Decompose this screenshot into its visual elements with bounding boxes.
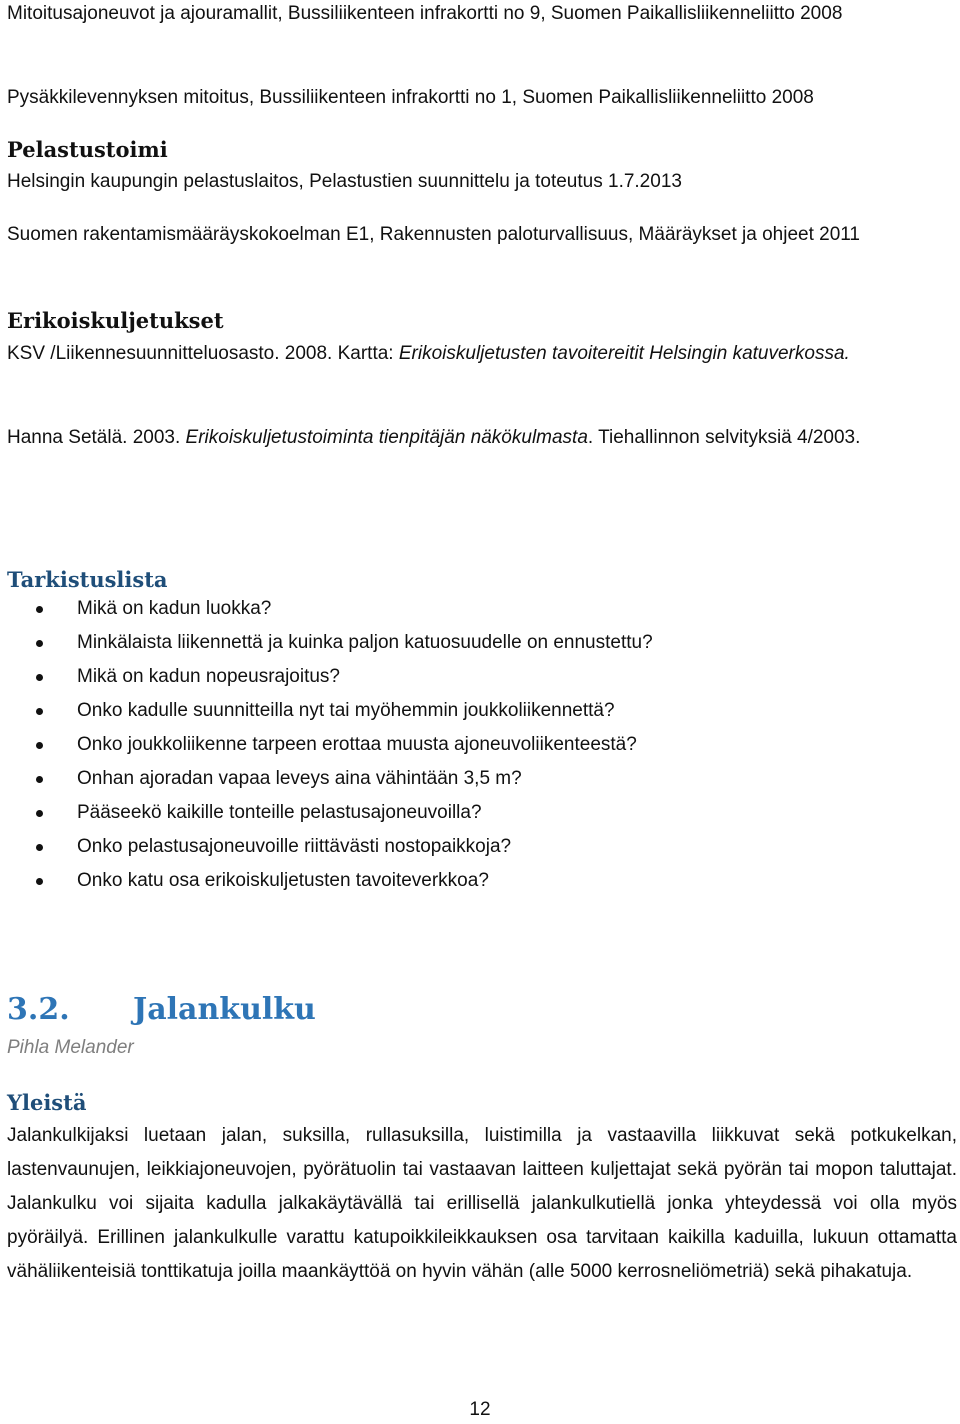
list-item: [7, 626, 957, 660]
list-item-text: Mikä on kadun luokka?: [77, 598, 272, 619]
bullet-icon: [36, 810, 43, 817]
list-item-text: Minkälaista liikennettä ja kuinka paljon katuosuudelle on ennustettu?: [77, 632, 653, 653]
section-title: Jalankulku: [133, 992, 316, 1027]
body-paragraph: Jalankulkijaksi luetaan jalan, suksilla, rullasuksilla, luistimilla ja vastaavilla liikkuvat sekä potkukelkan, lastenvaunujen, leikkiajoneuvojen, pyörätuolin tai vastaavan laitteen kuljettajat sekä pyörän tai mopon taluttajat. Jalankulku voi sijaita kadulla jalkakäytävällä tai erillisellä jalankulkutiellä jonka yhteydessä voi olla myös pyöräilyä. Erillinen jalankulkulle varattu katupoikkileikkauksen osa tarvitaan kaikilla kaduilla, lukuun ottamatta vähäliikenteisiä tonttikatuja joilla maankäyttöä on hyvin vähän (alle 5000 kerrosneliömetriä) sekä pihakatuja.: [7, 1125, 957, 1282]
list-item-text: Onko kadulle suunnitteilla nyt tai myöhemmin joukkoliikennettä?: [77, 700, 615, 721]
bullet-icon: [36, 640, 43, 647]
reference-setala-author: Hanna Setälä. 2003.: [7, 427, 186, 448]
bullet-icon: [36, 878, 43, 885]
bullet-icon: [36, 776, 43, 783]
list-item: [7, 592, 957, 626]
heading-erikoiskuljetukset: Erikoiskuljetukset: [7, 308, 224, 333]
list-item-text: Pääseekö kaikille tonteille pelastusajoneuvoilla?: [77, 802, 482, 823]
bullet-icon: [36, 844, 43, 851]
reference-setala: [7, 424, 957, 452]
list-item: [7, 796, 957, 830]
reference-e1: Suomen rakentamismääräyskokoelman E1, Rakennusten paloturvallisuus, Määräykset ja ohjeet 2011: [7, 224, 860, 245]
bullet-icon: [36, 674, 43, 681]
page-number: 12: [469, 1399, 491, 1420]
reference-ksv-title: Erikoiskuljetusten tavoitereitit Helsingin katuverkossa.: [398, 343, 850, 364]
bullet-icon: [36, 606, 43, 613]
heading-pelastustoimi: Pelastustoimi: [7, 137, 168, 162]
heading-yleista: Yleistä: [7, 1090, 87, 1115]
section-heading: [7, 988, 316, 1032]
checklist: [7, 592, 957, 898]
heading-tarkistuslista: Tarkistuslista: [7, 567, 168, 592]
list-item: [7, 762, 957, 796]
reference-setala-series: . Tiehallinnon selvityksiä 4/2003.: [587, 427, 861, 448]
reference-ksv-text: KSV /Liikennesuunnitteluosasto. 2008. Kartta:: [7, 343, 399, 364]
list-item-text: Onko katu osa erikoiskuljetusten tavoiteverkkoa?: [77, 870, 489, 891]
bullet-icon: [36, 742, 43, 749]
section-author: Pihla Melander: [7, 1037, 134, 1058]
reference-setala-title: Erikoiskuljetustoiminta tienpitäjän näkökulmasta: [185, 427, 588, 448]
bullet-icon: [36, 708, 43, 715]
list-item-text: Onko pelastusajoneuvoille riittävästi nostopaikkoja?: [77, 836, 512, 857]
reference-paratransit: Mitoitusajoneuvot ja ajouramallit, Bussiliikenteen infrakortti no 9, Suomen Paikallisliikenneliitto 2008: [7, 3, 843, 24]
list-item-text: Mikä on kadun nopeusrajoitus?: [77, 666, 341, 687]
list-item: [7, 728, 957, 762]
reference-pelastuslaitos: Helsingin kaupungin pelastuslaitos, Pelastustien suunnittelu ja toteutus 1.7.2013: [7, 171, 682, 192]
section-number: 3.2.: [7, 992, 70, 1027]
list-item-text: Onhan ajoradan vapaa leveys aina vähintään 3,5 m?: [77, 768, 522, 789]
list-item: [7, 864, 957, 898]
reference-ksv: [7, 340, 957, 368]
list-item: [7, 830, 957, 864]
list-item: [7, 660, 957, 694]
list-item-text: Onko joukkoliikenne tarpeen erottaa muusta ajoneuvoliikenteestä?: [77, 734, 637, 755]
list-item: [7, 694, 957, 728]
reference-bus-stop: Pysäkkilevennyksen mitoitus, Bussiliikenteen infrakortti no 1, Suomen Paikallisliikenneliitto 2008: [7, 87, 814, 108]
